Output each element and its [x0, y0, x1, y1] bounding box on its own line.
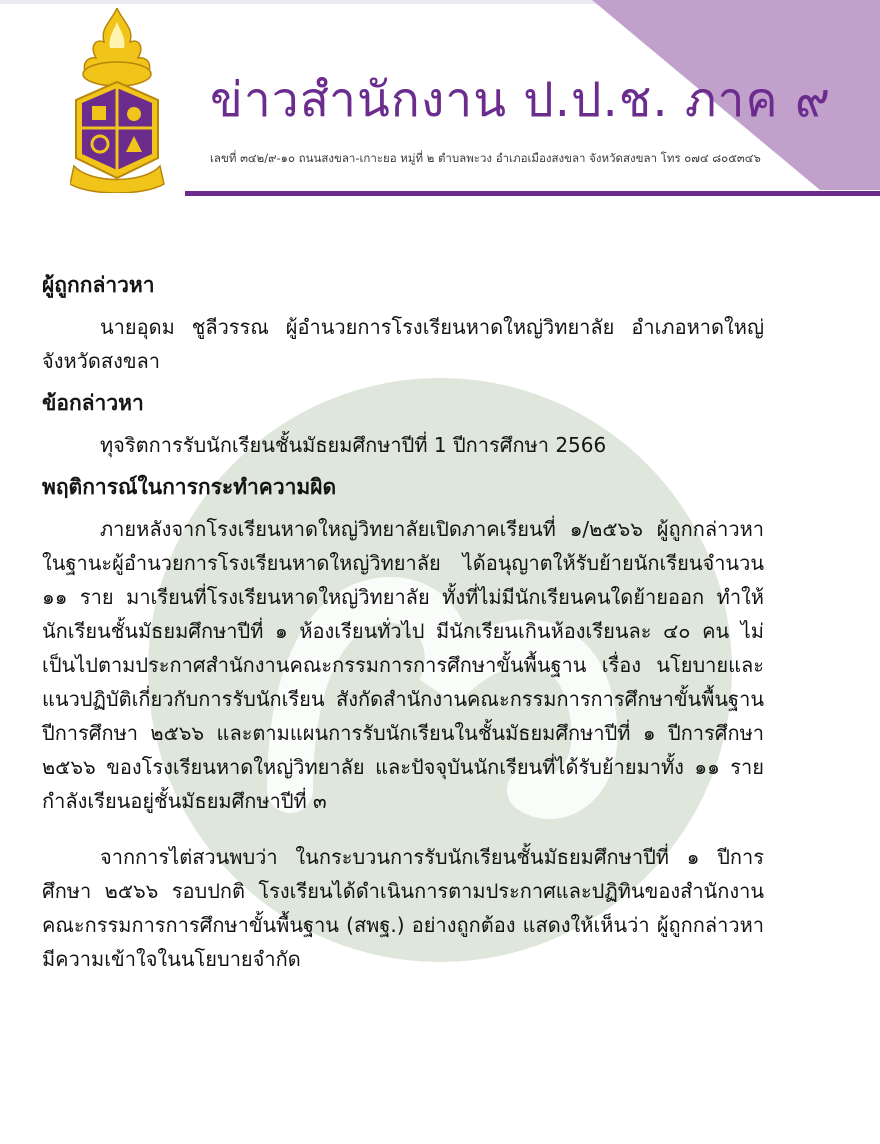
accused-heading: ผู้ถูกกล่าวหา	[42, 273, 155, 297]
conduct-paragraph-1: ภายหลังจากโรงเรียนหาดใหญ่วิทยาลัยเปิดภาคเรียนที่ ๑/๒๕๖๖ ผู้ถูกกล่าวหาในฐานะผู้อำนวยการโรงเรียนหาดใหญ่วิทยาลัย ได้อนุญาตให้รับย้ายนักเรียนจำนวน ๑๑ ราย มาเรียนที่โรงเรียนหาดใหญ่วิทยาลัย ทั้งที่ไม่มีนักเรียนคนใดย้ายออก ทำให้นักเรียนชั้นมัธยมศึกษาปีที่ ๑ ห้องเรียนทั่วไป มีนักเรียนเกินห้องเรียนละ ๔๐ คน ไม่เป็นไปตามประกาศสำนักงานคณะกรรมการการศึกษาขั้นพื้นฐาน เรื่อง นโยบายและแนวปฏิบัติเกี่ยวกับการรับนักเรียน สังกัดสำนักงานคณะกรรมการการศึกษาขั้นพื้นฐาน ปีการศึกษา ๒๕๖๖ และตามแผนการรับนักเรียนในชั้นมัธยมศึกษาปีที่ ๑ ปีการศึกษา ๒๕๖๖ ของโรงเรียนหาดใหญ่วิทยาลัย และปัจจุบันนักเรียนที่ได้รับย้ายมาทั้ง ๑๑ ราย กำลังเรียนอยู่ชั้นมัธยมศึกษาปีที่ ๓	[42, 517, 764, 813]
conduct-heading: พฤติการณ์ในการกระทำความผิด	[42, 475, 337, 499]
article-body	[42, 268, 764, 984]
allegation-text: ทุจริตการรับนักเรียนชั้นมัธยมศึกษาปีที่ 1 ปีการศึกษา 2566	[100, 433, 607, 457]
header-divider	[185, 191, 880, 196]
accused-text: นายอุดม ชูลีวรรณ ผู้อำนวยการโรงเรียนหาดใหญ่วิทยาลัย อำเภอหาดใหญ่ จังหวัดสงขลา	[42, 315, 764, 373]
conduct-paragraph-2: จากการไต่สวนพบว่า ในกระบวนการรับนักเรียนชั้นมัธยมศึกษาปีที่ ๑ ปีการศึกษา ๒๕๖๖ รอบปกติ โรงเรียนได้ดำเนินการตามประกาศและปฏิทินของสำนักงานคณะกรรมการการศึกษาขั้นพื้นฐาน (สพฐ.) อย่างถูกต้อง แสดงให้เห็นว่า ผู้ถูกกล่าวหามีความเข้าใจในนโยบายจำกัด	[42, 845, 764, 971]
nacc-emblem-icon	[70, 8, 165, 193]
paragraph-spacer	[42, 826, 764, 840]
newsletter-title: ข่าวสำนักงาน ป.ป.ช. ภาค ๙	[210, 72, 831, 128]
office-address: เลขที่ ๓๔๒/๙-๑๐ ถนนสงขลา-เกาะยอ หมู่ที่ ๒ ตำบลพะวง อำเภอเมืองสงขลา จังหวัดสงขลา โทร ๐๗๔ ๘๐๕๓๔๖	[210, 151, 761, 165]
letterhead-banner	[0, 0, 880, 210]
allegation-heading: ข้อกล่าวหา	[42, 391, 144, 415]
